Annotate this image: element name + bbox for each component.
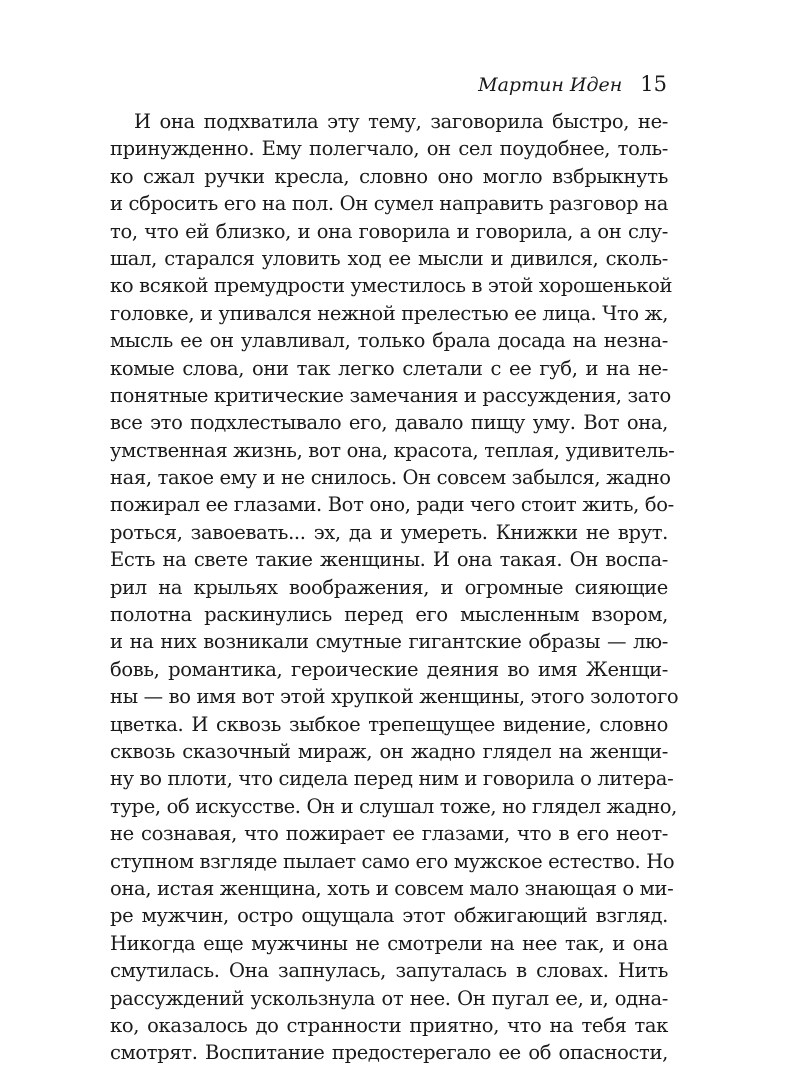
text-line: Есть на свете такие женщины. И она такая. Он воспа- (110, 548, 668, 572)
text-line: ре мужчин, остро ощущала этот обжигающий взгляд. (110, 904, 668, 928)
text-line: пожирал ее глазами. Вот оно, ради чего стоит жить, бо- (110, 493, 674, 517)
text-line: мысль ее он улавливал, только брала досада на незна- (110, 329, 668, 353)
text-line: и на них возникали смутные гигантские образы — лю- (110, 630, 668, 654)
text-line: не сознавая, что пожирает ее глазами, что в его неот- (110, 822, 668, 846)
text-line: ко всякой премудрости уместилось в этой хорошенькой (110, 274, 673, 298)
text-line: ны — во имя вот этой хрупкой женщины, этого золотого (110, 685, 679, 709)
text-line: ну во плоти, что сидела перед ним и говорила о литера- (110, 767, 674, 791)
text-line: принужденно. Ему полегчало, он сел поудобнее, толь- (110, 137, 668, 161)
text-line: комые слова, они так легко слетали с ее губ, и на не- (110, 356, 668, 380)
text-line: полотна раскинулись перед его мысленным взором, (110, 603, 668, 627)
text-line: туре, об искусстве. Он и слушал тоже, но глядел жадно, (110, 794, 677, 818)
text-line: ная, такое ему и не снилось. Он совсем забылся, жадно (110, 466, 671, 490)
running-title: Мартин Иден (478, 74, 623, 96)
text-line: она, истая женщина, хоть и совсем мало знающая о ми- (110, 876, 674, 900)
text-line: ко сжал ручки кресла, словно оно могло взбрыкнуть (110, 164, 668, 188)
text-line: то, что ей близко, и она говорила и говорила, а он слу- (110, 219, 668, 243)
text-line: все это подхлестывало его, давало пищу уму. Вот она, (110, 411, 668, 435)
text-line: смотрят. Воспитание предостерегало ее об опасности, (110, 1041, 668, 1065)
text-line: ко, оказалось до странности приятно, что на тебя так (110, 1013, 668, 1037)
text-line: рассуждений ускользнула от нее. Он пугал ее, и, одна- (110, 986, 668, 1010)
text-line: цветка. И сквозь зыбкое трепещущее видение, словно (110, 712, 668, 736)
text-line: шал, старался уловить ход ее мысли и дивился, сколь- (110, 246, 668, 270)
text-line: сквозь сказочный мираж, он жадно глядел на женщи- (110, 739, 668, 763)
text-line: роться, завоевать... эх, да и умереть. Книжки не врут. (110, 520, 668, 544)
running-header (478, 72, 667, 96)
text-line: бовь, романтика, героические деяния во имя Женщи- (110, 657, 668, 681)
text-line: Никогда еще мужчины не смотрели на нее так, и она (110, 931, 668, 955)
text-line: рил на крыльях воображения, и огромные сияющие (110, 575, 668, 599)
text-line: и сбросить его на пол. Он сумел направить разговор на (110, 192, 668, 216)
text-line: понятные критические замечания и рассуждения, зато (110, 383, 671, 407)
text-line: И она подхватила эту тему, заговорила быстро, не- (134, 110, 668, 133)
page-number: 15 (640, 72, 667, 96)
text-line: головке, и упивался нежной прелестью ее лица. Что ж, (110, 301, 669, 325)
text-line: смутилась. Она запнулась, запуталась в словах. Нить (110, 959, 668, 983)
text-line: умственная жизнь, вот она, красота, теплая, удивитель- (110, 438, 675, 462)
text-line: ступном взгляде пылает само его мужское естество. Но (110, 849, 675, 873)
body-text (110, 108, 679, 1067)
